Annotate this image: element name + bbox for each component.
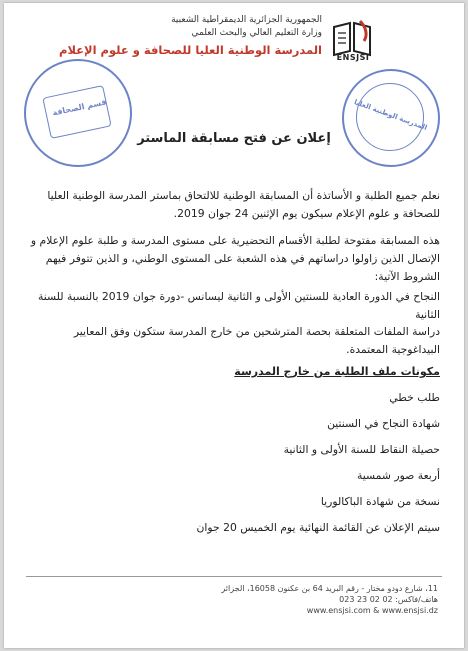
footer-address: 11، شارع دودو مختار - رقم البريد 64 بن عكنون 16058، الجزائر: [221, 584, 438, 593]
list-item: طلب خطي: [389, 391, 440, 404]
list-item: سيتم الإعلان عن القائمة النهائية يوم الخميس 20 جوان: [196, 521, 440, 534]
footer-divider: [26, 576, 442, 577]
stamp-right-text: المدرسة الوطنية العليا: [352, 98, 429, 132]
ministry-header: وزارة التعليم العالي والبحث العلمي: [191, 28, 322, 38]
footer-phone: هاتف/فاكس: 02 02 23 023: [339, 595, 438, 604]
requirements-list: [196, 385, 440, 541]
footer: [221, 583, 438, 616]
paragraph: هذه المسابقة مفتوحة لطلبة الأقسام التحضيرية على مستوى المدرسة و طلبة علوم الإعلام و الإتصال الذين زاولوا دراساتهم في هذه الشعبة على المستوى الوطني، و الذين تتوفر فيهم الشروط الآتية:: [30, 234, 440, 283]
footer-web: www.ensjsi.com & www.ensjsi.dz: [306, 606, 438, 615]
stamp-left-text: قسم الصحافة: [51, 97, 108, 118]
list-item: نسخة من شهادة الباكالوريا: [320, 495, 440, 508]
school-stamp: [342, 69, 440, 167]
document-page: [4, 3, 464, 648]
paragraph: النجاح في الدورة العادية للسنتين الأولى و الثانية ليسانس -دورة جوان 2019 بالنسبة للسنة الثانية: [37, 290, 440, 321]
department-stamp: [24, 59, 132, 167]
list-item: أربعة صور شمسية: [356, 469, 440, 482]
logo-text: ENSJSI: [336, 53, 370, 62]
page-title: إعلان عن فتح مسابقة الماستر: [137, 131, 331, 146]
paragraph: دراسة الملفات المتعلقة بحصة المترشحين من خارج المدرسة ستكون وفق المعايير البيداغوجية المعتمدة.: [73, 325, 440, 356]
republic-header: الجمهورية الجزائرية الديمقراطية الشعبية: [171, 15, 322, 25]
paragraph: نعلم جميع الطلبة و الأساتذة أن المسابقة الوطنية للالتحاق بماستر المدرسة الوطنية العليا للصحافة و علوم الإعلام سيكون يوم الإثنين 24 جوان 2019.: [47, 189, 440, 220]
school-name-header: المدرسة الوطنية العليا للصحافة و علوم الإعلام: [59, 43, 322, 57]
section-heading: مكونات ملف الطلبة من خارج المدرسة: [234, 365, 440, 378]
list-item: شهادة النجاح في السنتين: [327, 417, 440, 430]
list-item: حصيلة النقاط للسنة الأولى و الثانية: [283, 443, 440, 456]
